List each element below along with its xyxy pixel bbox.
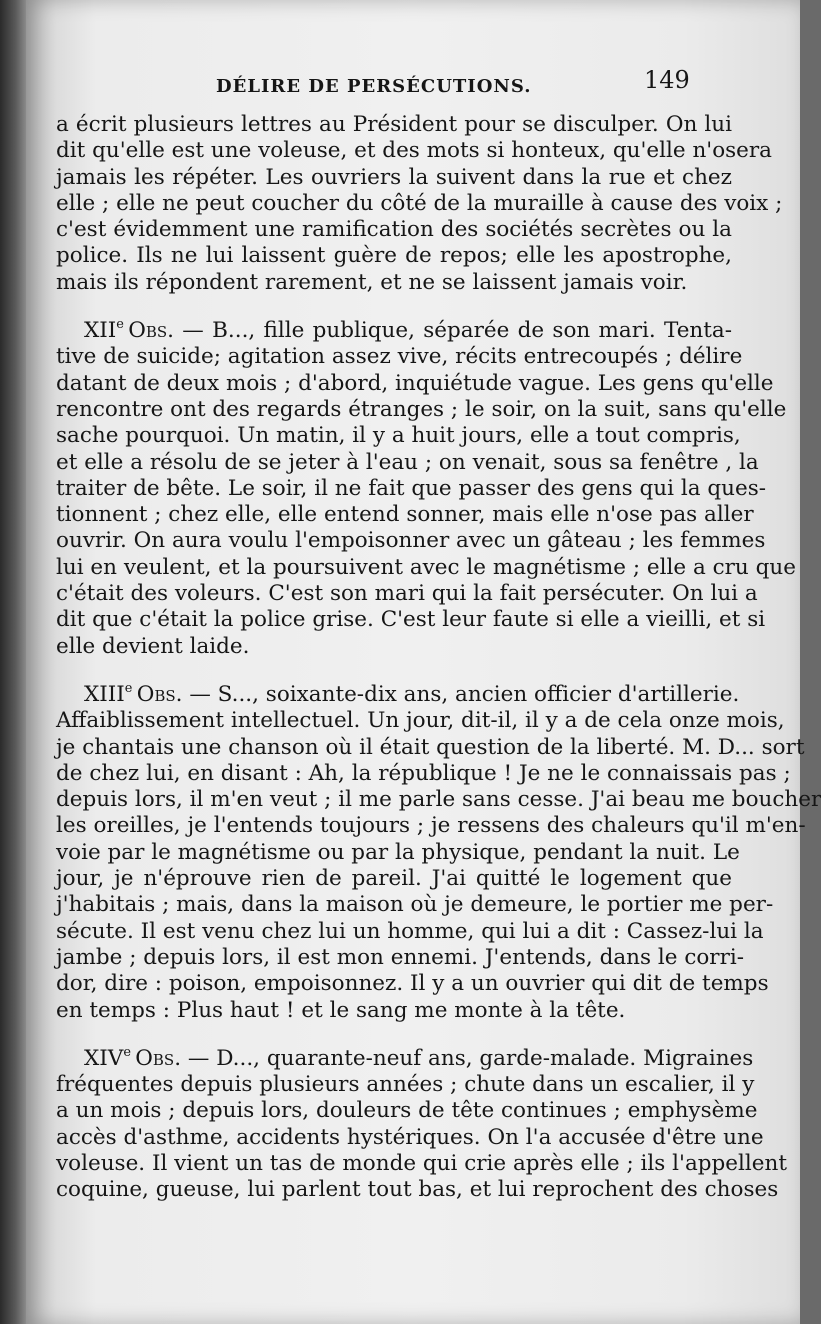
text-line: dit qu'elle est une voleuse, et des mots si honteux, qu'elle n'osera xyxy=(56,138,772,164)
observation-first-line: — D..., quarante-neuf ans, garde-malade. Migraines xyxy=(181,1045,754,1071)
text-line: c'était des voleurs. C'est son mari qui la fait persécuter. On lui a xyxy=(56,581,758,607)
text-line: dit que c'était la police grise. C'est leur faute si elle a vieilli, et si xyxy=(56,607,766,633)
text-line: tive de suicide; agitation assez vive, récits entrecoupés ; délire xyxy=(56,344,743,370)
observation-numeral: XII xyxy=(84,318,117,344)
text-line: coquine, gueuse, lui parlent tout bas, et lui reprochent des choses xyxy=(56,1177,779,1203)
observation-label: Obs. xyxy=(135,1045,182,1071)
text-line: et elle a résolu de se jeter à l'eau ; on venait, sous sa fenêtre , la xyxy=(56,449,759,475)
observation-heading-line xyxy=(56,1044,754,1072)
text-line: ouvrir. On aura voulu l'empoisonner avec un gâteau ; les femmes xyxy=(56,528,766,554)
text-line: fréquentes depuis plusieurs années ; chute dans un escalier, il y xyxy=(56,1072,755,1098)
text-line: voie par le magnétisme ou par la physique, pendant la nuit. Le xyxy=(56,839,740,865)
paragraph-continuation xyxy=(56,112,783,296)
running-head: DÉLIRE DE PERSÉCUTIONS. xyxy=(216,76,532,97)
text-line: jambe ; depuis lors, il est mon ennemi. J'entends, dans le corri- xyxy=(56,944,744,970)
text-line: de chez lui, en disant : Ah, la république ! Je ne le connaissais pas ; xyxy=(56,760,791,786)
text-line: en temps : Plus haut ! et le sang me monte à la tête. xyxy=(56,997,626,1023)
observation-numeral: XIII xyxy=(84,681,125,707)
text-line: jamais les répéter. Les ouvriers la suivent dans la rue et chez xyxy=(56,164,732,190)
paragraph-observation-12 xyxy=(56,317,796,660)
text-line: j'habitais ; mais, dans la maison où je demeure, le portier me per- xyxy=(56,892,774,918)
observation-heading-line xyxy=(56,318,732,344)
book-page xyxy=(26,0,821,1324)
text-line: police. Ils ne lui laissent guère de repos; elle les apostrophe, xyxy=(56,243,732,269)
paragraph-observation-13 xyxy=(56,680,821,1024)
book-spine-shadow xyxy=(0,0,26,1324)
text-line: traiter de bête. Le soir, il ne fait que passer des gens qui la ques- xyxy=(56,475,767,501)
text-line: sécute. Il est venu chez lui un homme, qui lui a dit : Cassez-lui la xyxy=(56,918,764,944)
paragraph-gap xyxy=(56,296,732,318)
text-line: dor, dire : poison, empoisonnez. Il y a un ouvrier qui dit de temps xyxy=(56,971,769,997)
text-line: a écrit plusieurs lettres au Président pour se disculper. On lui xyxy=(56,112,732,137)
text-line: elle devient laide. xyxy=(56,633,250,659)
paragraph-gap xyxy=(56,1024,732,1046)
text-line: je chantais une chanson où il était question de la liberté. M. D... sort xyxy=(56,734,805,760)
text-line: accès d'asthme, accidents hystériques. On l'a accusée d'être une xyxy=(56,1124,764,1150)
paragraph-gap xyxy=(56,660,732,682)
text-line: tionnent ; chez elle, elle entend sonner, mais elle n'ose pas aller xyxy=(56,502,754,528)
text-line: Affaiblissement intellectuel. Un jour, dit-il, il y a de cela onze mois, xyxy=(56,708,785,734)
text-line: elle ; elle ne peut coucher du côté de la muraille à cause des voix ; xyxy=(56,190,783,216)
text-line: lui en veulent, et la poursuivent avec le magnétisme ; elle a cru que xyxy=(56,554,796,580)
text-line: depuis lors, il m'en veut ; il me parle sans cesse. J'ai beau me boucher xyxy=(56,787,821,813)
text-line: sache pourquoi. Un matin, il y a huit jours, elle a tout compris, xyxy=(56,423,741,449)
observation-heading-line xyxy=(56,680,740,708)
observation-label: Obs. xyxy=(128,318,174,344)
page-number: 149 xyxy=(644,66,690,94)
body-text xyxy=(56,112,821,1204)
text-line: rencontre ont des regards étranges ; le soir, on la suit, sans qu'elle xyxy=(56,396,787,422)
text-line: jour, je n'éprouve rien de pareil. J'ai quitté le logement que xyxy=(56,866,732,892)
numeral-superscript: e xyxy=(124,680,133,696)
text-line: a un mois ; depuis lors, douleurs de tête continues ; emphysème xyxy=(56,1098,758,1124)
numeral-superscript: e xyxy=(123,1044,131,1060)
paragraph-observation-14 xyxy=(56,1044,787,1204)
text-line: mais ils répondent rarement, et ne se laissent jamais voir. xyxy=(56,269,688,295)
text-line: c'est évidemment une ramification des sociétés secrètes ou la xyxy=(56,217,732,243)
numeral-superscript: e xyxy=(116,317,124,333)
observation-label: Obs. xyxy=(136,681,183,707)
observation-first-line: — B..., fille publique, séparée de son mari. Tenta- xyxy=(174,318,732,344)
observation-numeral: XIV xyxy=(84,1045,124,1071)
text-line: datant de deux mois ; d'abord, inquiétude vague. Les gens qu'elle xyxy=(56,370,774,396)
observation-first-line: — S..., soixante-dix ans, ancien officier d'artillerie. xyxy=(182,681,740,707)
text-line: voleuse. Il vient un tas de monde qui crie après elle ; ils l'appellent xyxy=(56,1150,787,1176)
text-line: les oreilles, je l'entends toujours ; je ressens des chaleurs qu'il m'en- xyxy=(56,813,806,839)
